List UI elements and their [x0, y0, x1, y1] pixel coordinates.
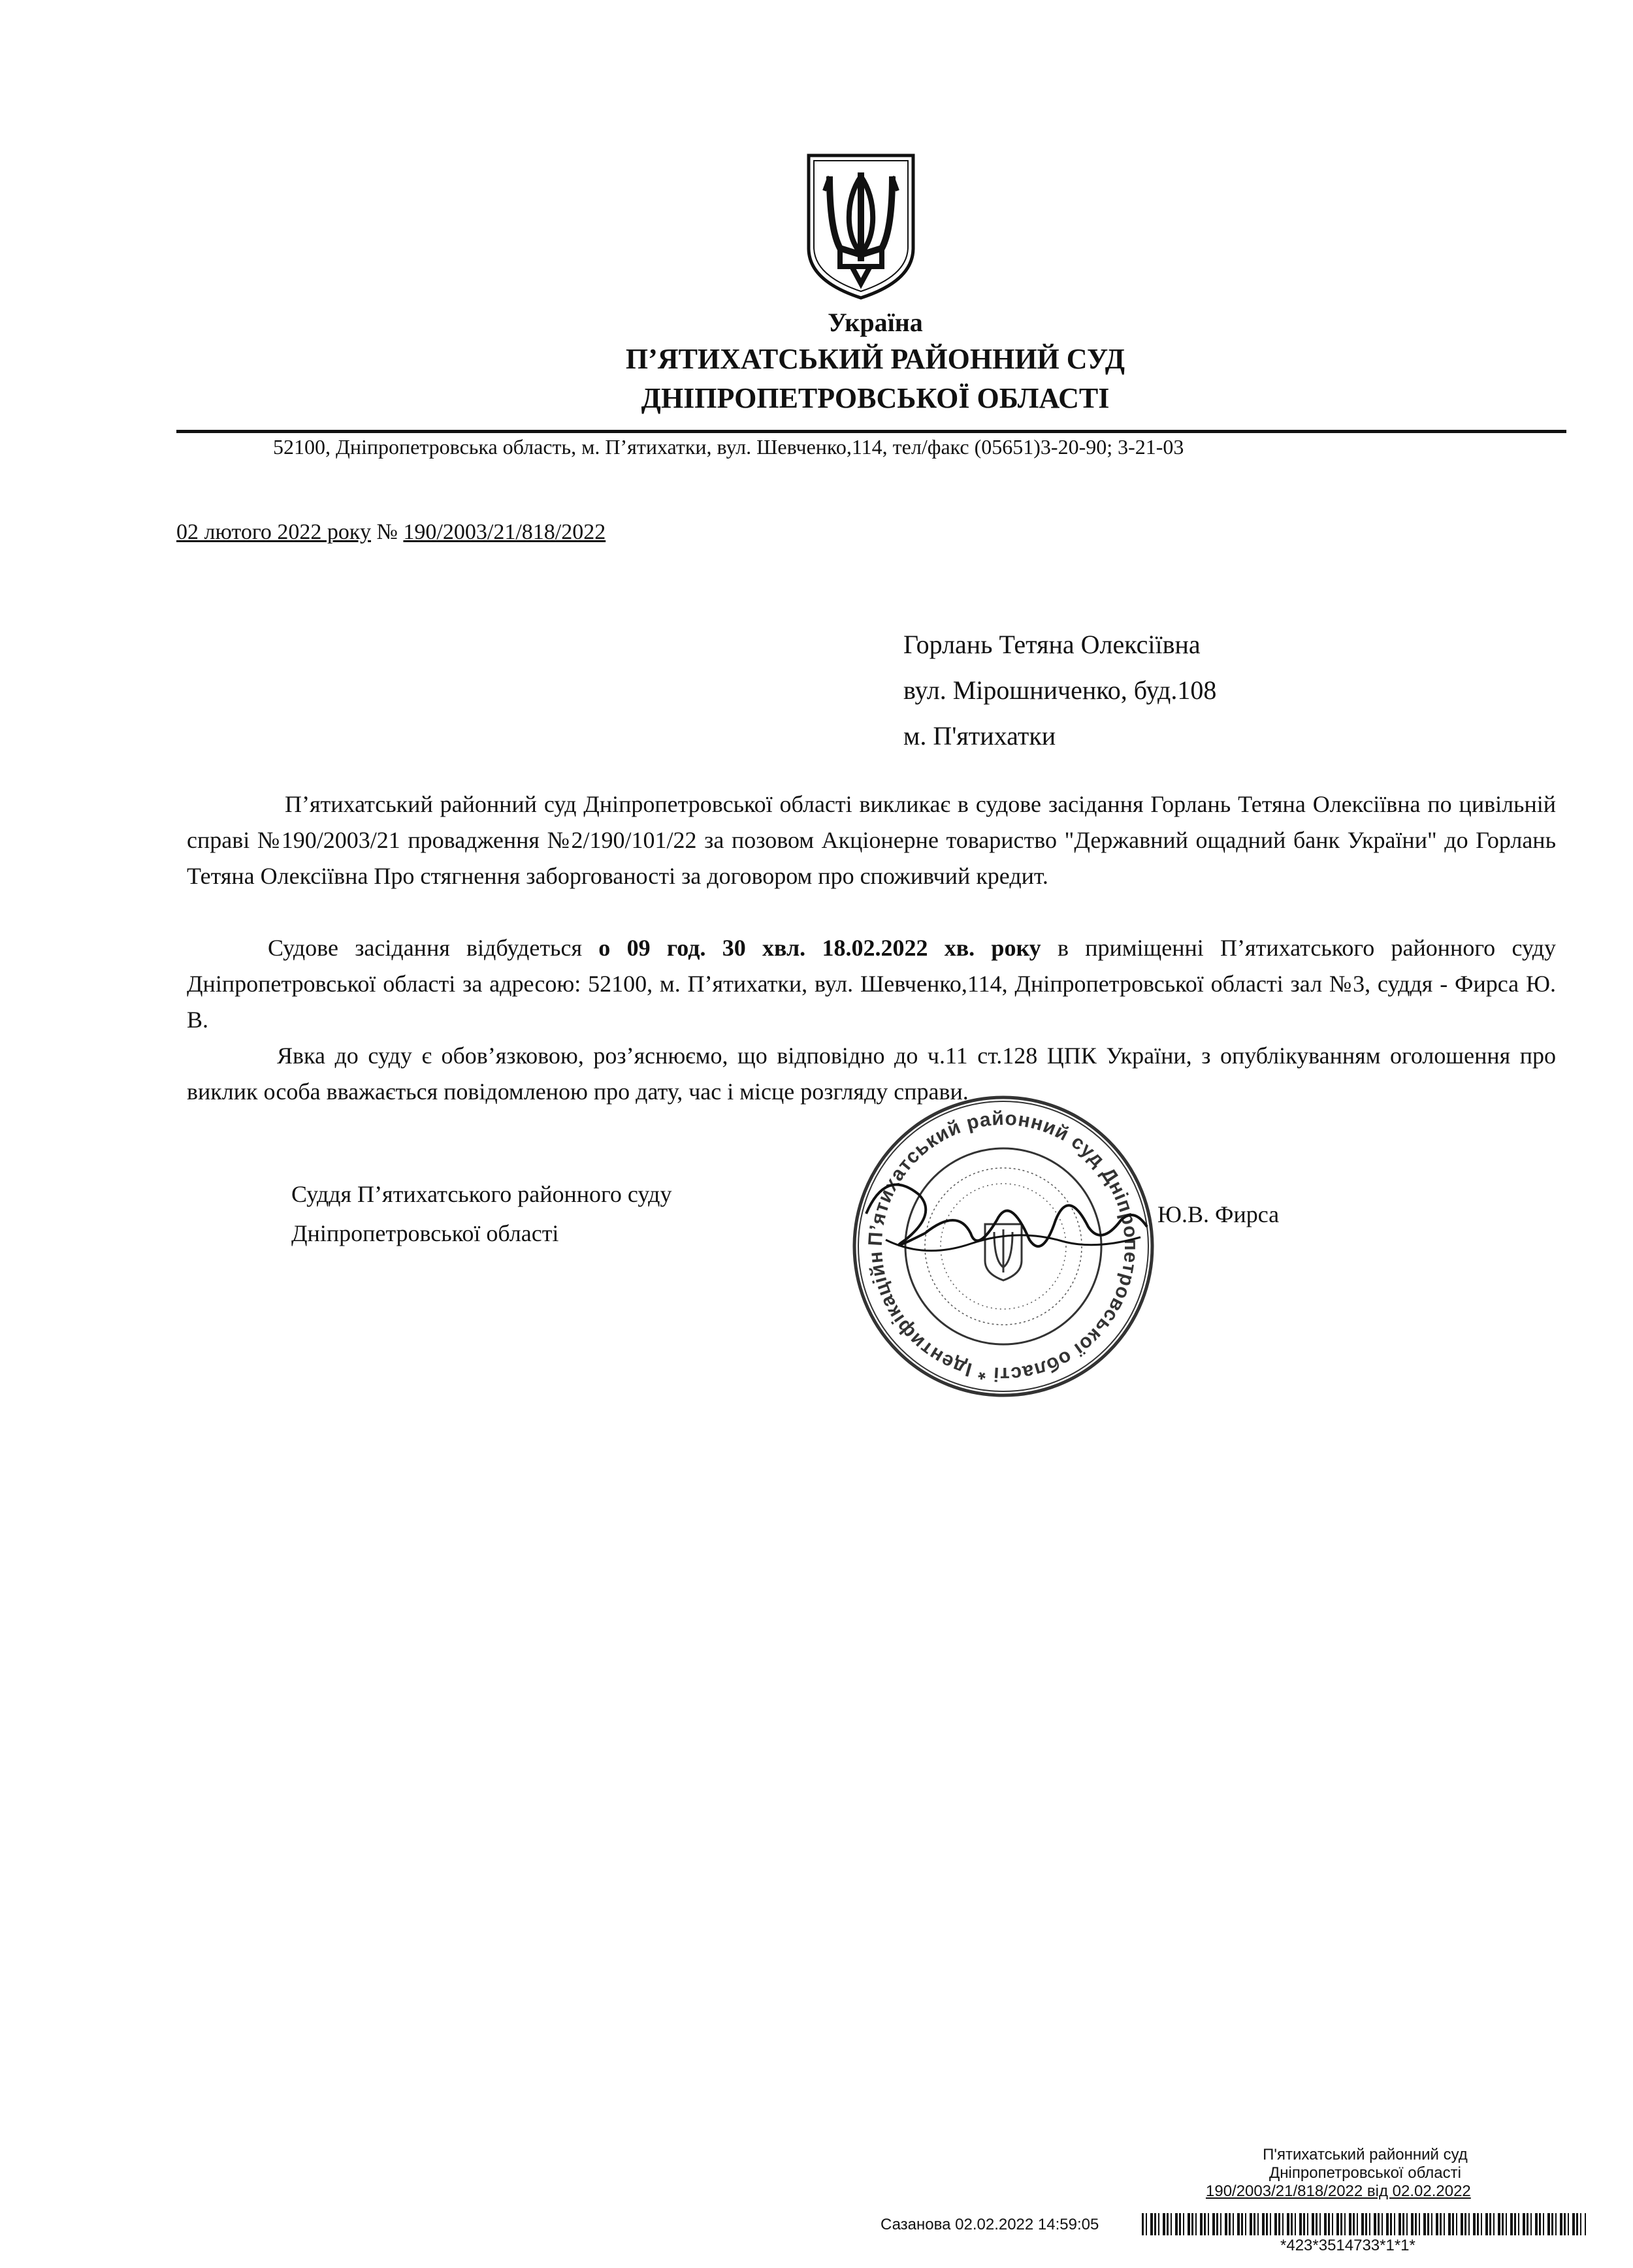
document-date-number: [176, 520, 606, 545]
footer-court-line1: П'ятихатський районний суд: [1263, 2146, 1468, 2163]
hearing-text-start: Судове засідання відбудеться: [268, 935, 583, 961]
coat-of-arms-icon: [802, 150, 920, 302]
paragraph-attendance-text: Явка до суду є обов’язковою, роз’яснюємо, що відповідно до ч.11 ст.128 ЦПК України, з опублікуванням оголошення про виклик особа вважається повідомленою про дату, час і місце розгляду справи.: [187, 1043, 1556, 1105]
signature-title-line1: Суддя П’ятихатського районного суду: [291, 1181, 672, 1207]
header-court-name: П’ЯТИХАТСЬКИЙ РАЙОННИЙ СУД: [625, 343, 1125, 375]
recipient-street: вул. Мірошниченко, буд.108: [903, 675, 1217, 705]
svg-text:П’ятихатський районний суд Дні: П’ятихатський районний суд Дніпропетровської області * Ідентифікаційн: [864, 1107, 1142, 1385]
footer-operator: Сазанова 02.02.2022 14:59:05: [881, 2216, 1099, 2233]
paragraph-hearing: [187, 930, 1556, 1038]
signature-title: [291, 1174, 671, 1253]
hearing-datetime: о 09 год. 30 хвл. 18.02.2022 хв. року: [598, 935, 1041, 961]
document-number: 190/2003/21/818/2022: [403, 520, 606, 544]
header-country: Україна: [828, 308, 923, 337]
document-date: 02 лютого 2022 року: [176, 520, 371, 544]
header-court-region: ДНІПРОПЕТРОВСЬКОЇ ОБЛАСТІ: [641, 382, 1110, 414]
recipient-city: м. П'ятихатки: [903, 721, 1056, 751]
paragraph-summons-text: П’ятихатський районний суд Дніпропетровської області викликає в судове засідання Горлань Тетяна Олексіївна по цивільній справі №190/2003/21 провадження №2/190/101/22 за позовом Акціонерне товариство "Державний ощадний банк України" до Горлань Тетяна Олексіївна Про стягнення заборгованості за договором про споживчий кредит.: [187, 791, 1556, 889]
hearing-text-end: в приміщенні П’ятихатського районного суду Дніпропетровської області за адресою: 52100, м. П’ятихатки, вул. Шевченко,114, Дніпропетровської області зал №3, суддя - Фирса Ю. В.: [187, 935, 1557, 1033]
court-seal-icon: [847, 1090, 1160, 1406]
footer-registration: 190/2003/21/818/2022 від 02.02.2022: [1206, 2182, 1471, 2200]
number-sign: №: [376, 520, 398, 544]
paragraph-summons: [187, 786, 1556, 894]
barcode-text: *423*3514733*1*1*: [1280, 2237, 1415, 2254]
signature-title-line2: Дніпропетровської області: [291, 1220, 559, 1246]
recipient-name: Горлань Тетяна Олексіївна: [903, 630, 1201, 659]
judge-name: Ю.В. Фирса: [1157, 1201, 1280, 1227]
footer-court-line2: Дніпропетровської області: [1269, 2164, 1461, 2182]
header-divider: [176, 430, 1566, 433]
barcode-icon: [1142, 2213, 1586, 2235]
header-contacts: 52100, Дніпропетровська область, м. П’ятихатки, вул. Шевченко,114, тел/факс (05651)3-20-90; 3-21-03: [273, 435, 1184, 459]
